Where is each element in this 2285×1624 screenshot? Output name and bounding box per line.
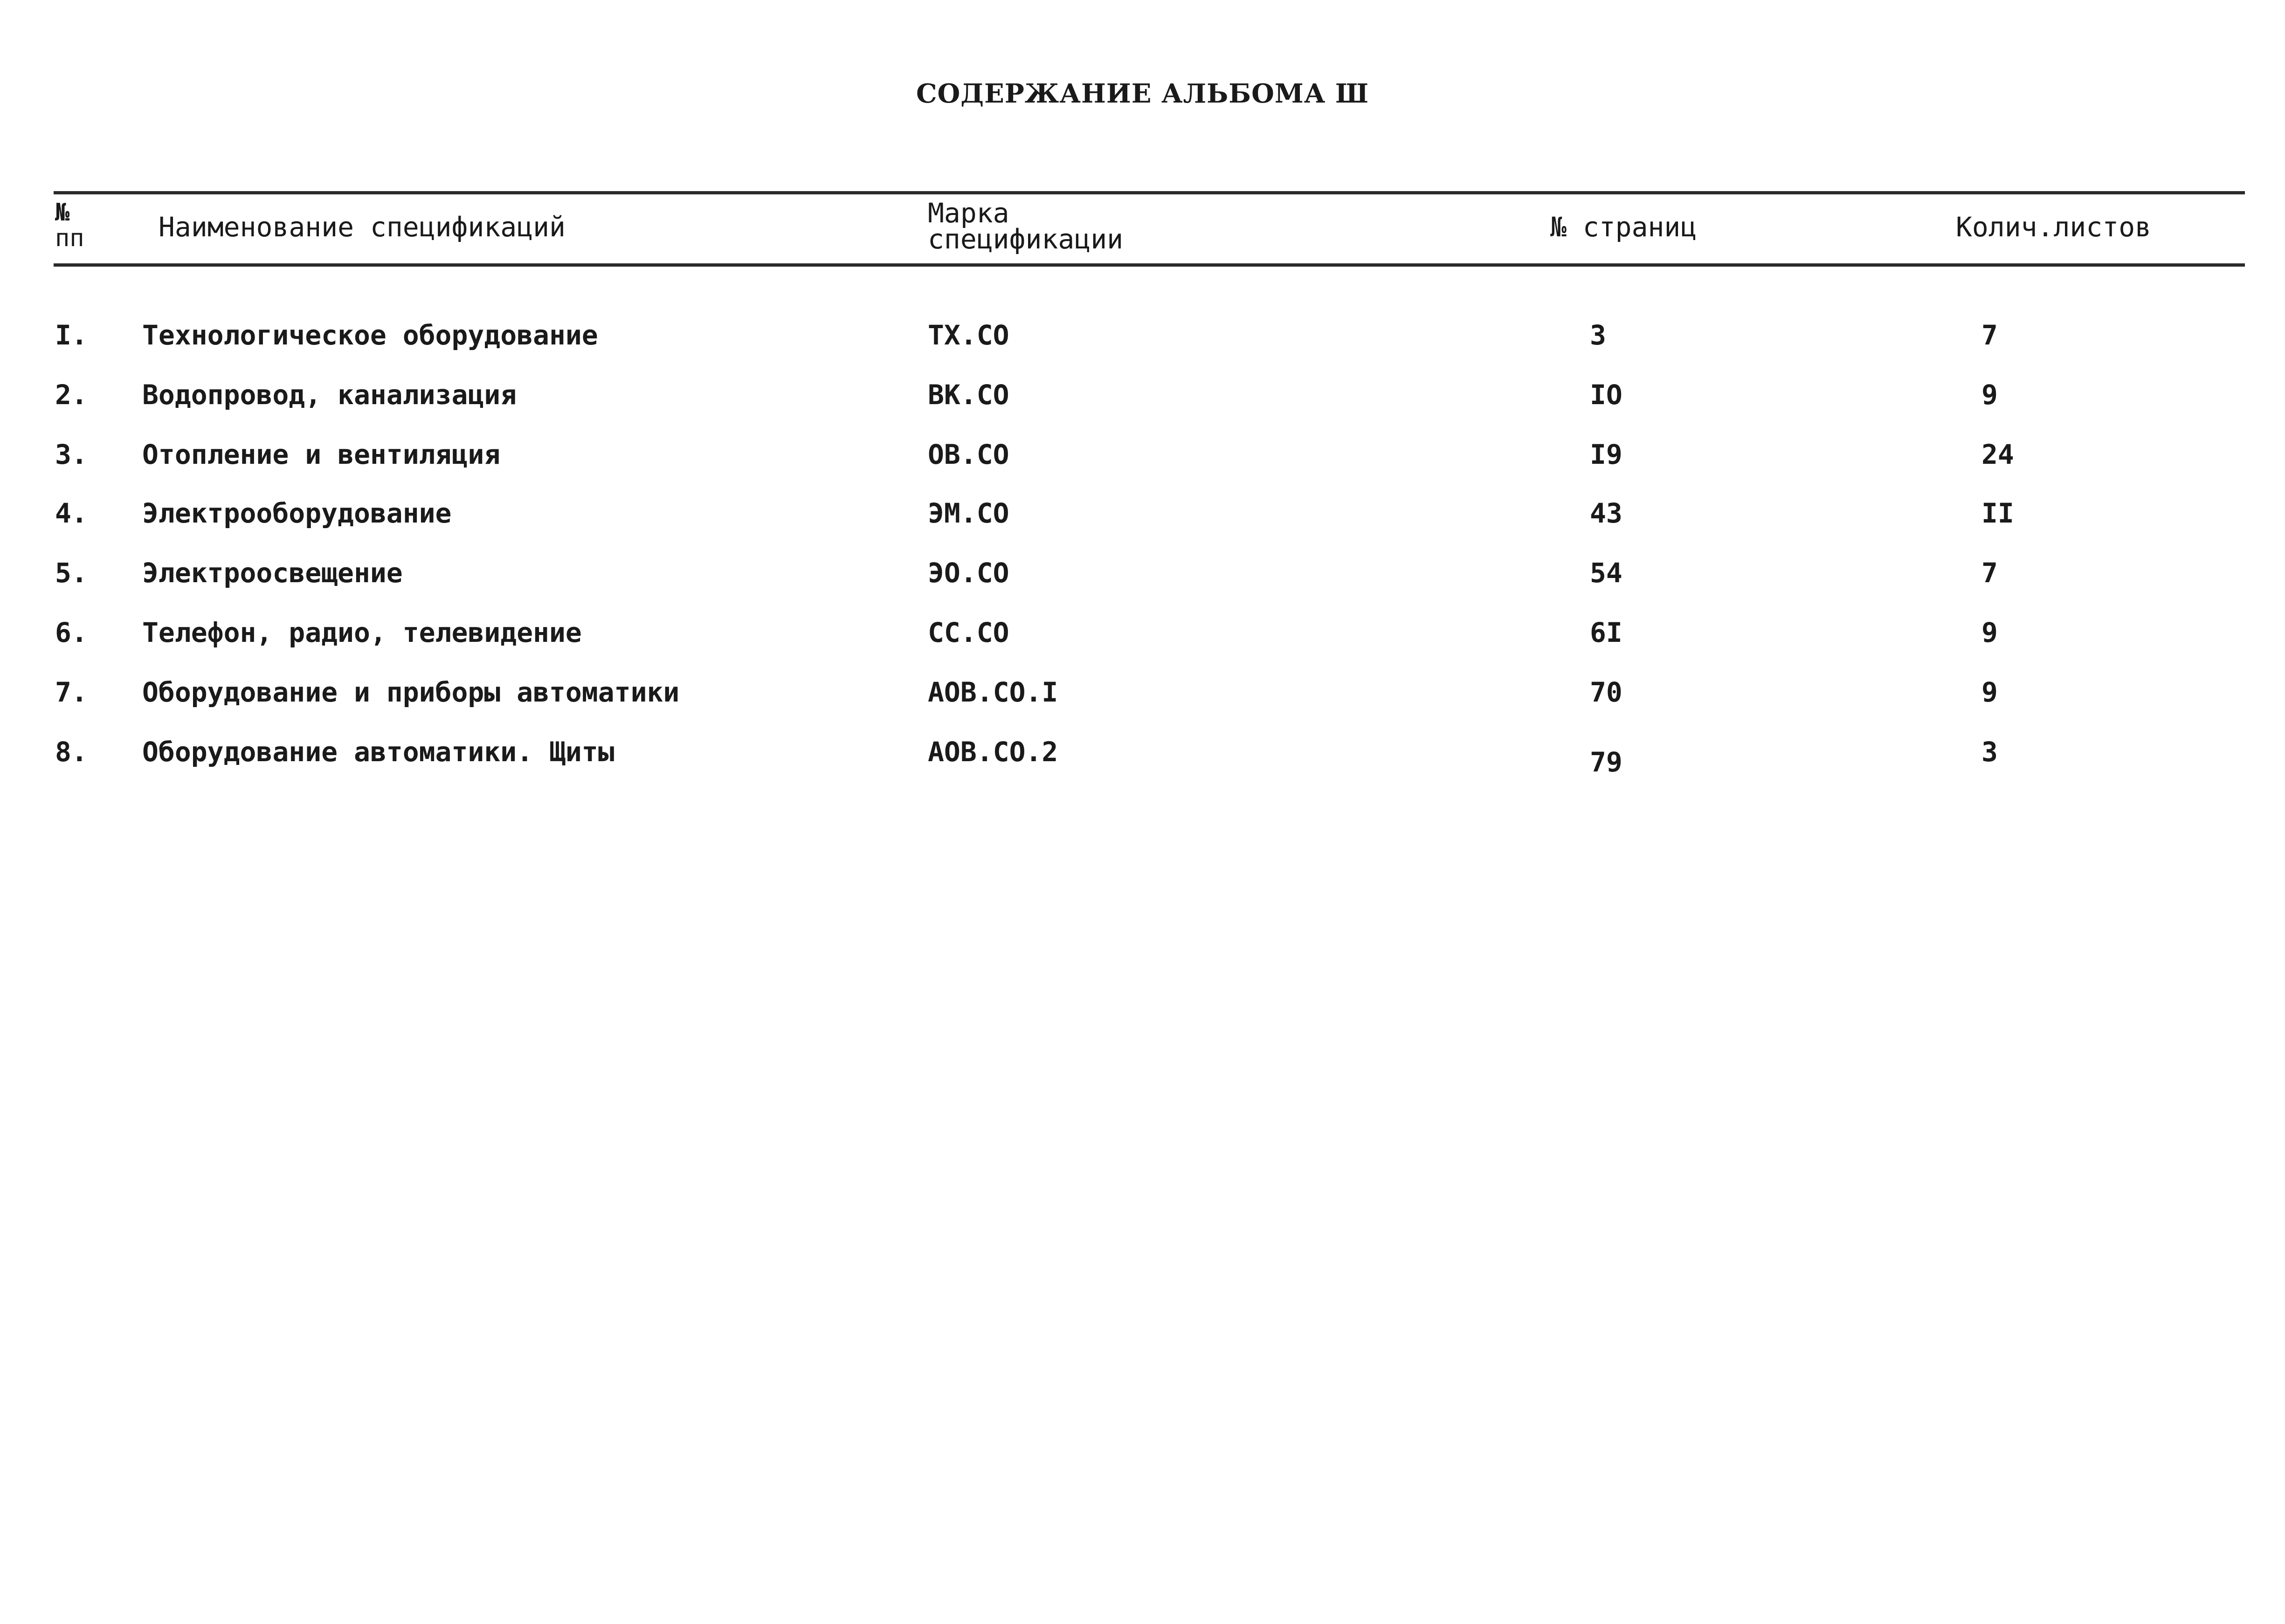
row-page-number: 70 xyxy=(1590,676,1622,708)
page-title: СОДЕРЖАНИЕ АЛЬБОМА Ш xyxy=(916,78,1369,109)
table-header-rule xyxy=(54,263,2245,267)
row-sheet-count: 7 xyxy=(1981,319,1998,351)
row-spec-mark: СС.СО xyxy=(928,617,1009,648)
header-page-number: № страниц xyxy=(1550,211,1697,243)
row-number: 8. xyxy=(55,736,88,768)
row-page-number: 6I xyxy=(1590,617,1622,648)
row-spec-mark: ЭО.СО xyxy=(928,557,1009,589)
row-spec-mark: ВК.СО xyxy=(928,379,1009,411)
header-sheet-count: Колич.листов xyxy=(1956,211,2152,243)
row-sheet-count: 9 xyxy=(1981,676,1998,708)
row-page-number: 79 xyxy=(1590,746,1622,778)
table-row xyxy=(0,497,2285,537)
row-number: I. xyxy=(55,319,88,351)
row-spec-mark: ЭМ.СО xyxy=(928,497,1009,529)
row-spec-name: Технологическое оборудование xyxy=(142,319,598,351)
row-spec-name: Отопление и вентиляция xyxy=(142,439,501,470)
header-number-symbol: № xyxy=(55,199,70,227)
row-spec-name: Оборудование и приборы автоматики xyxy=(142,676,680,708)
row-spec-name: Электроосвещение xyxy=(142,557,403,589)
row-page-number: 43 xyxy=(1590,497,1622,529)
table-row xyxy=(0,441,2285,478)
row-spec-name: Электрооборудование xyxy=(142,497,452,529)
row-sheet-count: 24 xyxy=(1981,439,2014,470)
row-sheet-count: 9 xyxy=(1981,617,1998,648)
row-spec-mark: АОВ.СО.I xyxy=(928,676,1058,708)
table-row xyxy=(0,319,2285,359)
row-sheet-count: 9 xyxy=(1981,379,1998,411)
row-number: 4. xyxy=(55,497,88,529)
table-top-rule xyxy=(54,191,2245,194)
row-spec-mark: ОВ.СО xyxy=(928,439,1009,470)
table-row xyxy=(0,738,2285,776)
row-number: 3. xyxy=(55,439,88,470)
row-spec-name: Телефон, радио, телевидение xyxy=(142,617,582,648)
header-spec-mark-line2: спецификации xyxy=(928,223,1124,255)
row-page-number: IО xyxy=(1590,379,1622,411)
row-spec-mark: АОВ.СО.2 xyxy=(928,736,1058,768)
row-page-number: 3 xyxy=(1590,319,1606,351)
row-number: 6. xyxy=(55,617,88,648)
row-number: 2. xyxy=(55,379,88,411)
header-spec-name: Наименование спецификаций xyxy=(159,211,566,243)
row-sheet-count: 3 xyxy=(1981,736,1998,768)
header-number-pp: пп xyxy=(55,224,84,252)
header-spec-mark-line1: Марка xyxy=(928,197,1009,229)
row-page-number: I9 xyxy=(1590,439,1622,470)
row-spec-name: Оборудование автоматики. Щиты xyxy=(142,736,614,768)
row-spec-name: Водопровод, канализация xyxy=(142,379,517,411)
row-sheet-count: II xyxy=(1981,497,2014,529)
row-sheet-count: 7 xyxy=(1981,557,1998,589)
row-page-number: 54 xyxy=(1590,557,1622,589)
table-row xyxy=(0,676,2285,716)
table-row xyxy=(0,559,2285,597)
row-spec-mark: ТХ.СО xyxy=(928,319,1009,351)
row-number: 5. xyxy=(55,557,88,589)
table-row xyxy=(0,381,2285,419)
table-row xyxy=(0,619,2285,656)
row-number: 7. xyxy=(55,676,88,708)
